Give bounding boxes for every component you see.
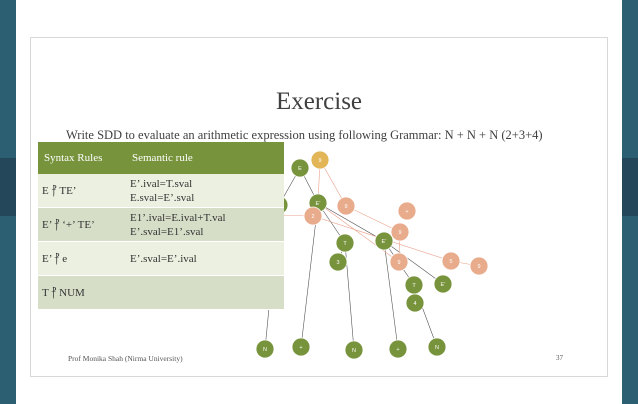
tree-node-t3: [405, 276, 423, 294]
header-syntax-rules: Syntax Rules: [38, 142, 126, 174]
syntax-rule-cell: T ⳨ NUM: [38, 276, 126, 310]
table-row: [38, 208, 284, 242]
tree-node-ival2: [442, 252, 460, 270]
tree-node-n3: [428, 338, 446, 356]
sdd-table: [38, 142, 284, 310]
semantic-rule-cell: [126, 276, 284, 310]
node-label: 9: [344, 204, 348, 210]
slide: [16, 0, 622, 404]
tree-node-n1: [256, 340, 274, 358]
node-label: E’: [381, 239, 387, 245]
node-label: N: [352, 348, 356, 354]
syntax-rule-cell: E ⳨ TE’: [38, 174, 126, 208]
table-row: [38, 276, 284, 310]
slide-subtitle: Write SDD to evaluate an arithmetic expression using following Grammar: N + N + N (2+3+4): [66, 128, 543, 142]
node-label: 3: [336, 260, 340, 266]
node-label: T: [412, 283, 416, 289]
node-label: T: [343, 241, 347, 247]
tree-node-n2: [345, 341, 363, 359]
node-label: 5: [449, 259, 453, 265]
node-label: N: [263, 347, 267, 353]
node-label: E: [298, 166, 302, 172]
tree-node-ival1: [304, 207, 322, 225]
header-semantic-rule: Semantic rule: [126, 142, 284, 174]
right-edge-accent: [622, 158, 638, 216]
node-label: 9: [477, 264, 481, 270]
semantic-rule-cell: [126, 174, 284, 208]
tree-node-esval: [311, 151, 329, 169]
tree-node-e3p: [434, 275, 452, 293]
tree-node-sval3: [390, 253, 408, 271]
node-label: E’: [315, 201, 321, 207]
node-label: +: [405, 209, 409, 215]
tree-node-plus1: [398, 202, 416, 220]
tree-node-v4: [406, 294, 424, 312]
tree-node-e: [291, 159, 309, 177]
semantic-rule-cell: [126, 208, 284, 242]
tree-node-ival3: [470, 257, 488, 275]
node-label: +: [396, 347, 400, 353]
semantic-line: E’.ival=T.sval: [130, 177, 193, 190]
tree-node-p1: [292, 338, 310, 356]
syntax-rule-cell: E’ ⳨ ‘+’ TE’: [38, 208, 126, 242]
node-label: 2: [311, 214, 315, 220]
tree-node-v3: [329, 253, 347, 271]
tree-nodes: [251, 151, 488, 359]
tree-node-t2: [336, 234, 354, 252]
node-label: E’: [440, 282, 446, 288]
tree-node-sval1: [337, 197, 355, 215]
table-row: [38, 242, 284, 276]
semantic-line: E1’.ival=E.ival+T.val: [130, 211, 226, 224]
syntax-rule-cell: E’ ⳨ e: [38, 242, 126, 276]
semantic-rule-cell: [126, 242, 284, 276]
table-header-row: [38, 142, 284, 174]
semantic-line: E’.sval=E’.ival: [130, 252, 197, 265]
table-row: [38, 174, 284, 208]
node-label: 9: [397, 260, 401, 266]
semantic-line: E’.sval=E1’.sval: [130, 225, 204, 238]
footer-author: Prof Monika Shah (Nirma University): [68, 354, 183, 363]
page-number: 37: [556, 354, 563, 362]
left-edge-accent: [0, 158, 16, 216]
tree-node-p2: [389, 340, 407, 358]
slide-title: Exercise: [275, 88, 363, 115]
tree-node-e2p: [375, 232, 393, 250]
node-label: 4: [413, 301, 417, 307]
node-label: 9: [318, 158, 322, 164]
semantic-line: E.sval=E’.sval: [130, 191, 195, 204]
tree-node-sval2: [391, 223, 409, 241]
node-label: 9: [398, 230, 402, 236]
node-label: +: [299, 345, 303, 351]
node-label: N: [435, 345, 439, 351]
